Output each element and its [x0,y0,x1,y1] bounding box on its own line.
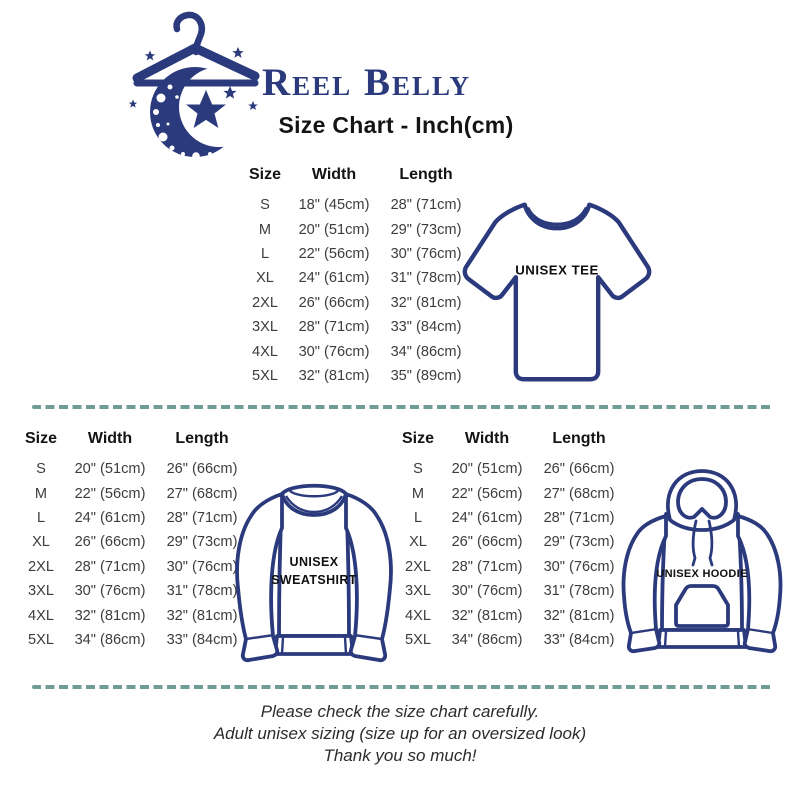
unisex-hoodie-drawing [616,464,788,662]
table-cell: S [36,461,46,478]
table-row [18,481,248,505]
footer-line: Please check the size chart carefully. [260,702,540,721]
col-header-size: Size [401,430,434,447]
table-row [395,530,625,554]
table-cell: S [413,461,423,478]
table-cell: 31" (78cm) [543,583,615,600]
table-cell: 22" (56cm) [298,245,370,262]
table-cell: 5XL [405,631,431,648]
table-cell: 2XL [28,558,54,575]
col-header-length: Length [399,166,453,183]
table-cell: 27" (68cm) [543,485,615,502]
table-cell: 33" (84cm) [390,319,462,336]
table-row [395,506,625,530]
table-row [395,481,625,505]
table-cell: 22" (56cm) [74,485,146,502]
table-cell: M [411,485,425,502]
table-cell: 29" (73cm) [543,534,615,551]
table-row [242,242,472,266]
small-star-icon [232,47,243,58]
dashed-divider-bottom [32,685,772,689]
small-star-icon [129,100,138,108]
small-star-icon [248,101,258,110]
table-cell: 30" (76cm) [166,558,238,575]
table-cell: 30" (76cm) [390,245,462,262]
tee-table-body [242,193,472,388]
table-cell: M [34,485,48,502]
col-header-size: Size [248,166,281,183]
table-cell: 2XL [405,558,431,575]
table-header-row [242,166,472,184]
table-cell: 31" (78cm) [166,583,238,600]
table-cell: 20" (51cm) [74,461,146,478]
table-cell: L [413,509,423,526]
sweatshirt-label-line2: SWEATSHIRT [271,573,357,587]
col-header-length: Length [175,430,229,447]
table-cell: 28" (71cm) [390,197,462,214]
table-row [242,193,472,217]
table-cell: 31" (78cm) [390,270,462,287]
table-cell: 3XL [405,583,431,600]
table-row [18,506,248,530]
table-cell: 5XL [28,631,54,648]
col-header-width: Width [87,430,133,447]
table-cell: 34" (86cm) [74,631,146,648]
table-cell: 22" (56cm) [451,485,523,502]
dashed-divider-top [32,405,772,409]
table-cell: 26" (66cm) [298,294,370,311]
col-header-size: Size [24,430,57,447]
table-cell: 30" (76cm) [451,583,523,600]
table-row [242,266,472,290]
table-cell: 28" (71cm) [166,509,238,526]
table-cell: 26" (66cm) [451,534,523,551]
table-cell: 32" (81cm) [543,607,615,624]
table-cell: 28" (71cm) [74,558,146,575]
table-cell: 5XL [252,367,278,384]
table-row [18,579,248,603]
table-cell: 2XL [252,294,278,311]
tee-label: UNISEX TEE [515,262,599,278]
sweatshirt-label-line1: UNISEX [289,555,339,569]
col-header-length: Length [552,430,606,447]
table-row [395,603,625,627]
table-cell: 30" (76cm) [543,558,615,575]
table-row [395,628,625,652]
table-cell: S [260,197,270,214]
page-title: Size Chart - Inch(cm) [278,112,514,138]
table-cell: 28" (71cm) [543,509,615,526]
table-cell: 33" (84cm) [543,631,615,648]
table-cell: 30" (76cm) [298,343,370,360]
table-cell: 20" (51cm) [451,461,523,478]
table-row [18,555,248,579]
table-cell: 20" (51cm) [298,221,370,238]
table-cell: 33" (84cm) [166,631,238,648]
table-cell: 30" (76cm) [74,583,146,600]
table-cell: 3XL [28,583,54,600]
table-row [395,555,625,579]
table-cell: L [260,245,270,262]
table-cell: 24" (61cm) [451,509,523,526]
footer-line: Thank you so much! [323,745,477,765]
table-row [242,217,472,241]
brand-logo-moon-hanger-icon [120,2,272,166]
small-star-icon [145,51,155,61]
table-row [18,530,248,554]
table-cell: 4XL [252,343,278,360]
table-cell: XL [409,534,427,551]
table-cell: 28" (71cm) [298,319,370,336]
table-header-row [395,430,625,448]
sweatshirt-size-table [18,430,248,652]
table-cell: 26" (66cm) [543,461,615,478]
table-cell: 4XL [28,607,54,624]
hoodie-label: UNISEX HOODIE [656,568,748,580]
table-cell: 27" (68cm) [166,485,238,502]
table-cell: 32" (81cm) [390,294,462,311]
table-cell: 32" (81cm) [166,607,238,624]
table-row [395,457,625,481]
table-cell: 26" (66cm) [74,534,146,551]
table-row [18,628,248,652]
table-row [242,291,472,315]
hoodie-table-body [395,457,625,652]
table-cell: 26" (66cm) [166,461,238,478]
unisex-tee-drawing [456,190,658,390]
brand-name: Reel Belly [262,61,471,104]
hoodie-size-table [395,430,625,652]
table-cell: 34" (86cm) [390,343,462,360]
table-cell: 35" (89cm) [390,367,462,384]
table-cell: 28" (71cm) [451,558,523,575]
table-cell: 24" (61cm) [74,509,146,526]
table-row [395,579,625,603]
table-row [18,603,248,627]
unisex-sweatshirt-drawing [230,470,398,666]
table-header-row [18,430,248,448]
tee-size-table [242,166,472,388]
col-header-width: Width [464,430,510,447]
table-row [242,339,472,363]
table-row [242,315,472,339]
table-cell: 32" (81cm) [74,607,146,624]
table-cell: 4XL [405,607,431,624]
table-row [242,364,472,388]
table-row [18,457,248,481]
table-cell: 34" (86cm) [451,631,523,648]
table-cell: 29" (73cm) [390,221,462,238]
sweatshirt-table-body [18,457,248,652]
table-cell: 29" (73cm) [166,534,238,551]
table-cell: XL [256,270,274,287]
table-cell: XL [32,534,50,551]
table-cell: 32" (81cm) [298,367,370,384]
table-cell: 18" (45cm) [298,197,370,214]
table-cell: 24" (61cm) [298,270,370,287]
table-cell: 32" (81cm) [451,607,523,624]
table-cell: 3XL [252,319,278,336]
footer-note [0,701,800,766]
table-cell: L [36,509,46,526]
footer-line: Adult unisex sizing (size up for an oversized look) [213,723,587,743]
table-cell: M [258,221,272,238]
col-header-width: Width [311,166,357,183]
